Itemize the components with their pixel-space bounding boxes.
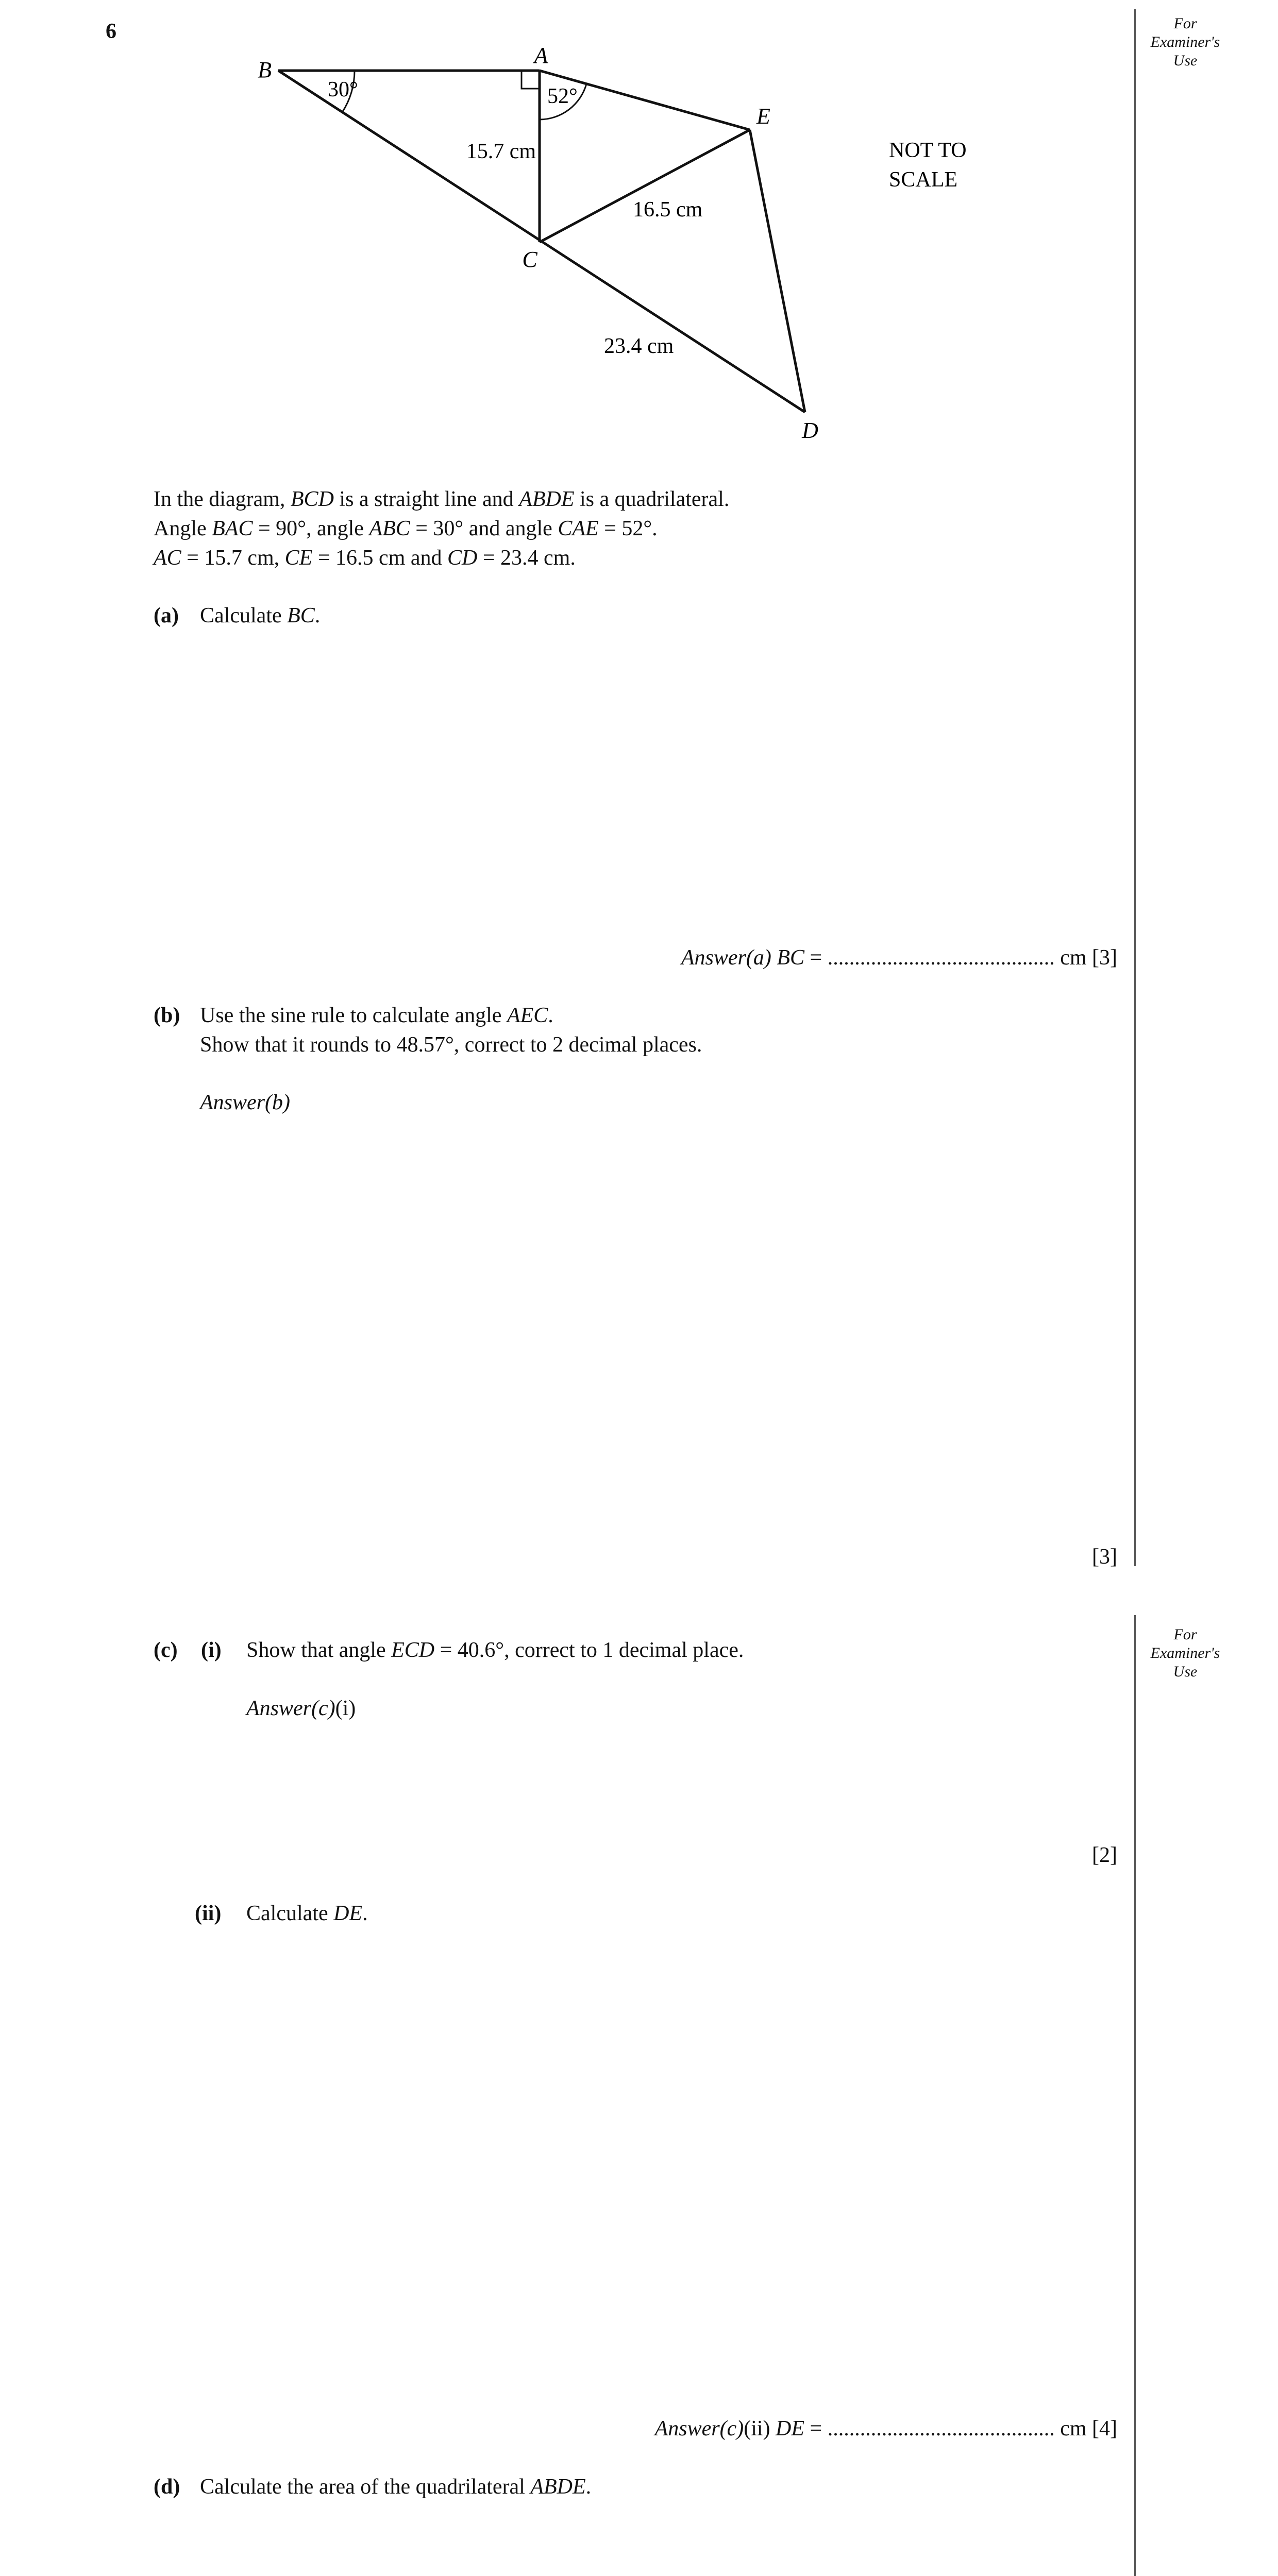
text-run: AC: [154, 546, 181, 570]
vertex-label-d: D: [802, 418, 818, 443]
text-run: = .......................................... cm [4]: [804, 2417, 1117, 2441]
text-run: ABDE: [519, 487, 575, 511]
text-run: .: [585, 2475, 592, 2499]
text-run: DE: [333, 1902, 363, 1925]
text-run: = 40.6°, correct to 1 decimal place.: [434, 1638, 744, 1662]
intro-line-2: [154, 514, 658, 544]
not-to-scale-line1: NOT TO: [889, 139, 967, 162]
text-run: Angle: [154, 517, 212, 540]
intro-line-3: [154, 543, 576, 573]
page-number: 6: [106, 20, 116, 43]
part-a-question: [200, 601, 320, 631]
length-label-ac: 15.7 cm: [466, 140, 536, 163]
text-run: = 90°, angle: [253, 517, 369, 540]
text-run: .: [362, 1902, 368, 1925]
part-c-i-answer-label: [246, 1693, 356, 1723]
text-run: In the diagram,: [154, 487, 291, 511]
text-run: AEC: [507, 1004, 548, 1027]
length-label-cd: 23.4 cm: [604, 334, 674, 358]
text-run: ABDE: [530, 2475, 586, 2499]
angle-label-b: 30°: [328, 78, 358, 101]
text-run: .: [548, 1004, 553, 1027]
text-run: .: [314, 604, 321, 628]
angle-label-a: 52°: [547, 84, 578, 108]
text-run: CAE: [558, 517, 599, 540]
text-run: (i): [335, 1697, 356, 1720]
part-c-i-marks: [2]: [1092, 1843, 1117, 1867]
part-c-ii-answer-line: [655, 2414, 1117, 2444]
part-a-answer-line: [681, 943, 1117, 973]
vertex-label-a: A: [534, 43, 548, 68]
text-run: Show that angle: [246, 1638, 392, 1662]
text-run: is a quadrilateral.: [574, 487, 730, 511]
examiner-margin-line-bottom: [1134, 1615, 1136, 2576]
text-run: Calculate: [200, 604, 288, 628]
text-run: Calculate: [246, 1902, 334, 1925]
segment-ce: [540, 130, 750, 242]
text-run: Answer(c): [246, 1697, 335, 1720]
text-run: DE: [776, 2417, 805, 2441]
vertex-label-e: E: [756, 104, 770, 129]
geometry-diagram: [0, 0, 1278, 464]
text-run: BCD: [290, 487, 334, 511]
vertex-label-b: B: [258, 57, 272, 82]
part-b-label: (b): [154, 1004, 180, 1027]
part-b-question-line-2: [200, 1030, 702, 1060]
right-angle-marker: [522, 71, 540, 89]
text-run: = 23.4 cm.: [477, 546, 576, 570]
text-run: = 15.7 cm,: [181, 546, 285, 570]
part-d-label: (d): [154, 2475, 180, 2499]
text-run: (ii): [744, 2417, 776, 2441]
part-c-i-label: (i): [201, 1638, 222, 1662]
part-b-question-line-1: [200, 1001, 553, 1030]
intro-line-1: [154, 484, 729, 514]
text-run: ABC: [369, 517, 410, 540]
part-b-answer-label: Answer(b): [200, 1091, 290, 1114]
vertex-label-c: C: [522, 247, 537, 272]
text-run: CE: [284, 546, 313, 570]
part-c-ii-question: [246, 1899, 368, 1928]
text-run: Use the sine rule to calculate angle: [200, 1004, 507, 1027]
text-run: = 52°.: [598, 517, 658, 540]
text-run: is a straight line and: [333, 487, 519, 511]
not-to-scale-line2: SCALE: [889, 168, 958, 192]
segment-ed: [750, 130, 805, 412]
part-c-ii-label: (ii): [195, 1902, 222, 1925]
examiner-use-label-bottom: For Examiner's Use: [1150, 1626, 1220, 1680]
text-run: CD: [447, 546, 478, 570]
part-c-label: (c): [154, 1638, 178, 1662]
text-run: ECD: [391, 1638, 435, 1662]
text-run: = .......................................... cm [3]: [804, 946, 1117, 970]
text-run: Answer(c): [654, 2417, 744, 2441]
text-run: = 30° and angle: [410, 517, 558, 540]
text-run: Answer(a) BC: [681, 946, 805, 970]
text-run: Calculate the area of the quadrilateral: [200, 2475, 531, 2499]
part-c-i-question: [246, 1635, 744, 1665]
text-run: Show that it rounds to 48.57°, correct to 2 decimal places.: [200, 1033, 702, 1057]
text-run: = 16.5 cm and: [312, 546, 447, 570]
part-b-marks: [3]: [1092, 1545, 1117, 1569]
examiner-use-label-top: For Examiner's Use: [1150, 15, 1220, 69]
text-run: BC: [287, 604, 315, 628]
length-label-ce: 16.5 cm: [633, 198, 703, 222]
part-a-label: (a): [154, 604, 179, 628]
part-d-question: [200, 2472, 591, 2502]
text-run: BAC: [212, 517, 253, 540]
